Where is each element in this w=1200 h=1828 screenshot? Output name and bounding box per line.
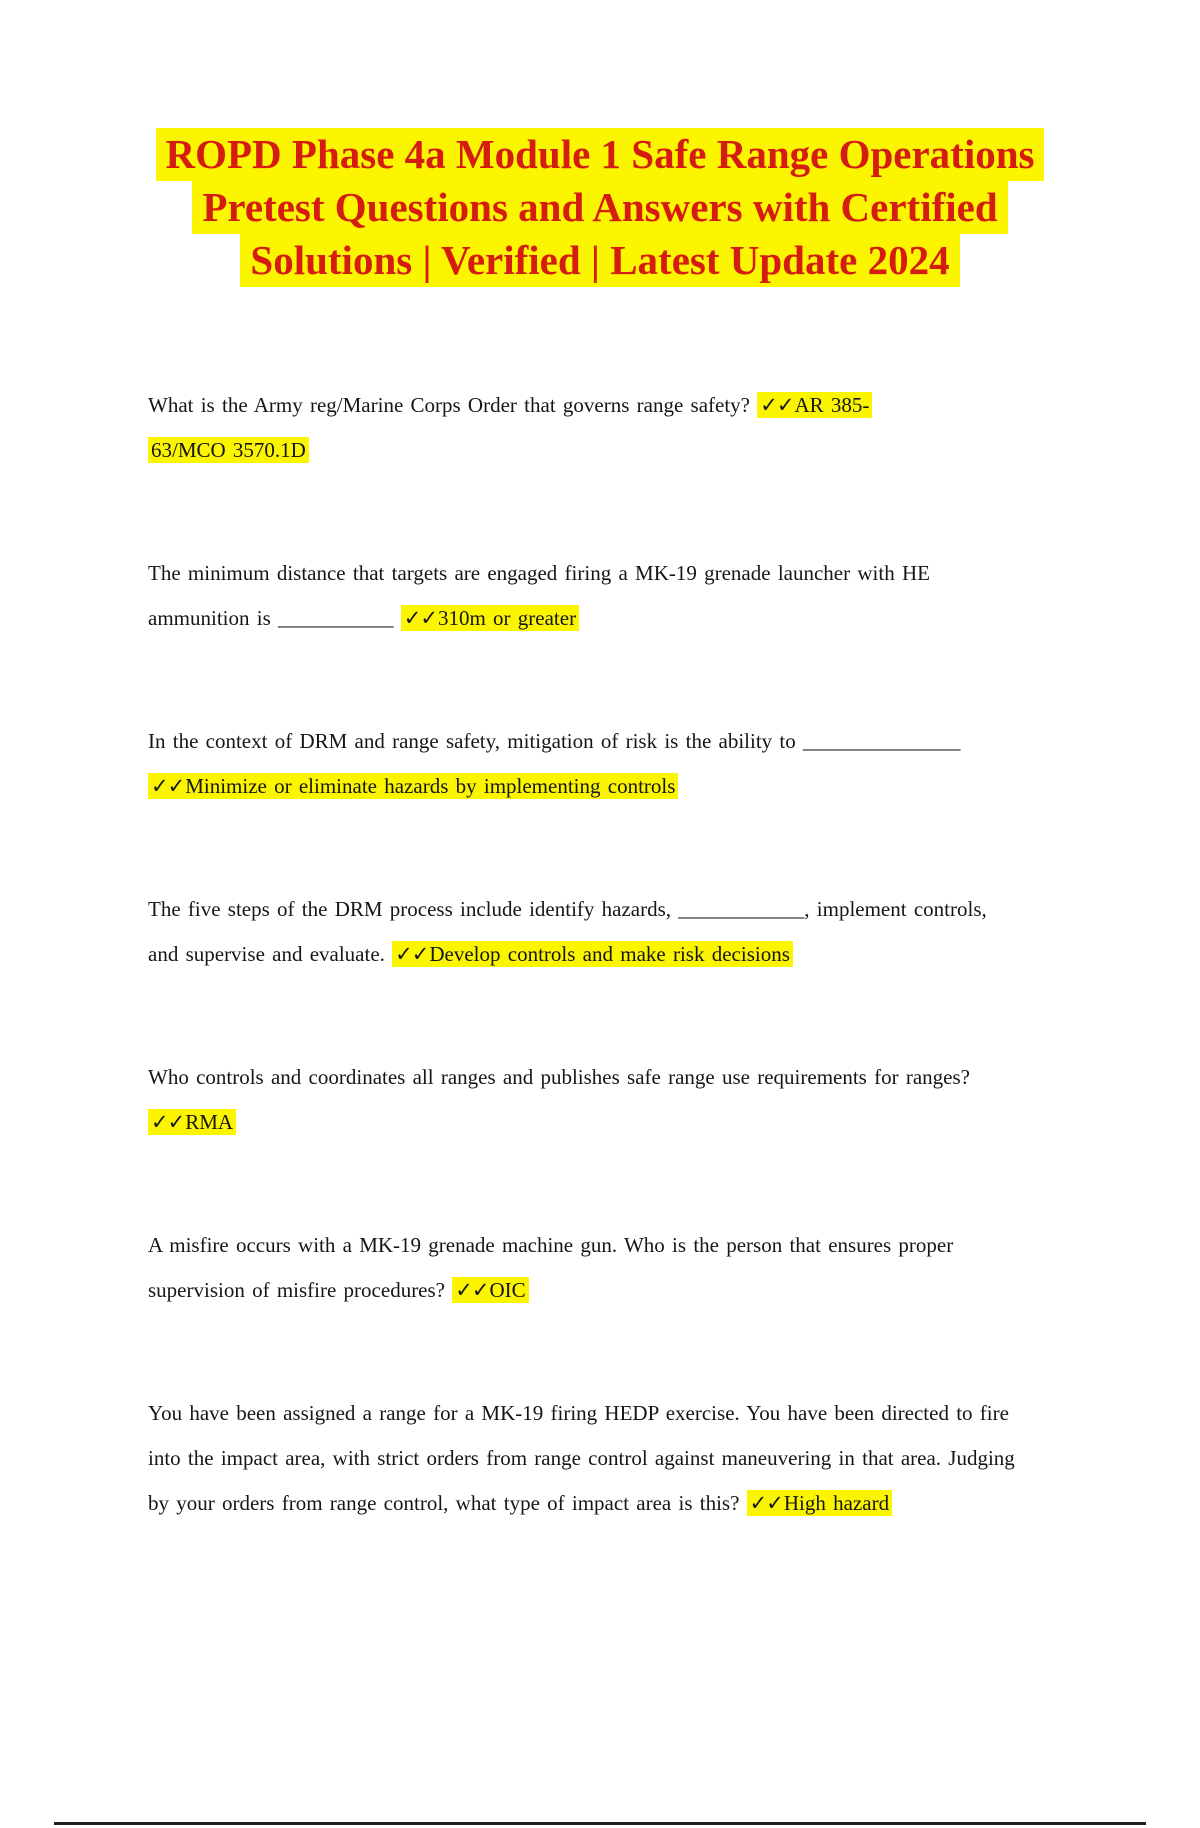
answer-highlight <box>757 392 872 418</box>
question-line <box>148 1223 1200 1268</box>
double-check-icon: ✓✓ <box>151 774 185 798</box>
qa-item <box>148 551 1200 641</box>
title-line-2: Pretest Questions and Answers with Certified <box>192 181 1007 234</box>
question-text: The five steps of the DRM process include identify hazards, ____________, implement controls, <box>148 897 987 921</box>
answer-highlight <box>148 1109 236 1135</box>
double-check-icon: ✓✓ <box>455 1278 489 1302</box>
qa-item <box>148 383 1200 473</box>
answer-text: Minimize or eliminate hazards by implementing controls <box>185 774 676 798</box>
question-line <box>148 1391 1200 1436</box>
qa-list <box>148 383 1200 1526</box>
double-check-icon: ✓✓ <box>395 942 429 966</box>
document-page <box>0 128 1200 1828</box>
question-text: A misfire occurs with a MK-19 grenade machine gun. Who is the person that ensures proper <box>148 1233 954 1257</box>
qa-item <box>148 1055 1200 1145</box>
answer-highlight <box>148 773 678 799</box>
question-text: and supervise and evaluate. <box>148 942 393 966</box>
answer-highlight <box>148 437 309 463</box>
question-text: What is the Army reg/Marine Corps Order that governs range safety? <box>148 393 758 417</box>
qa-item <box>148 887 1200 977</box>
answer-text: AR 385- <box>794 393 870 417</box>
question-text: ammunition is ___________ <box>148 606 401 630</box>
answer-line <box>148 1481 1200 1526</box>
answer-text: RMA <box>185 1110 234 1134</box>
double-check-icon: ✓✓ <box>403 606 437 630</box>
title-line-1: ROPD Phase 4a Module 1 Safe Range Operations <box>156 128 1045 181</box>
answer-text: OIC <box>489 1278 526 1302</box>
page-bottom-divider <box>54 1822 1146 1825</box>
question-text: In the context of DRM and range safety, mitigation of risk is the ability to _______________ <box>148 729 961 753</box>
question-text: by your orders from range control, what type of impact area is this? <box>148 1491 747 1515</box>
question-line <box>148 383 1200 428</box>
answer-highlight <box>452 1277 528 1303</box>
answer-text: High hazard <box>783 1491 890 1515</box>
answer-text: Develop controls and make risk decisions <box>429 942 790 966</box>
answer-highlight <box>392 941 793 967</box>
question-line <box>148 887 1200 932</box>
qa-item <box>148 1223 1200 1313</box>
question-line <box>148 551 1200 596</box>
title-line-3: Solutions | Verified | Latest Update 2024 <box>240 234 959 287</box>
answer-highlight <box>747 1490 892 1516</box>
answer-line <box>148 1100 1200 1145</box>
double-check-icon: ✓✓ <box>760 393 794 417</box>
answer-line <box>148 428 1200 473</box>
answer-text: 310m or greater <box>437 606 577 630</box>
question-line <box>148 719 1200 764</box>
document-title <box>50 128 1150 287</box>
double-check-icon: ✓✓ <box>151 1110 185 1134</box>
question-text: The minimum distance that targets are engaged firing a MK-19 grenade launcher with HE <box>148 561 930 585</box>
question-text: Who controls and coordinates all ranges and publishes safe range use requirements for ranges? <box>148 1065 970 1089</box>
qa-item <box>148 719 1200 809</box>
question-line <box>148 1055 1200 1100</box>
question-text: into the impact area, with strict orders from range control against maneuvering in that area. Judging <box>148 1446 1015 1470</box>
question-line <box>148 1436 1200 1481</box>
answer-highlight <box>401 605 579 631</box>
answer-text: 63/MCO 3570.1D <box>151 438 306 462</box>
answer-line <box>148 1268 1200 1313</box>
answer-line <box>148 932 1200 977</box>
question-text: supervision of misfire procedures? <box>148 1278 453 1302</box>
qa-item <box>148 1391 1200 1526</box>
double-check-icon: ✓✓ <box>749 1491 783 1515</box>
question-text: You have been assigned a range for a MK-19 firing HEDP exercise. You have been directed to fire <box>148 1401 1009 1425</box>
answer-line <box>148 764 1200 809</box>
answer-line <box>148 596 1200 641</box>
